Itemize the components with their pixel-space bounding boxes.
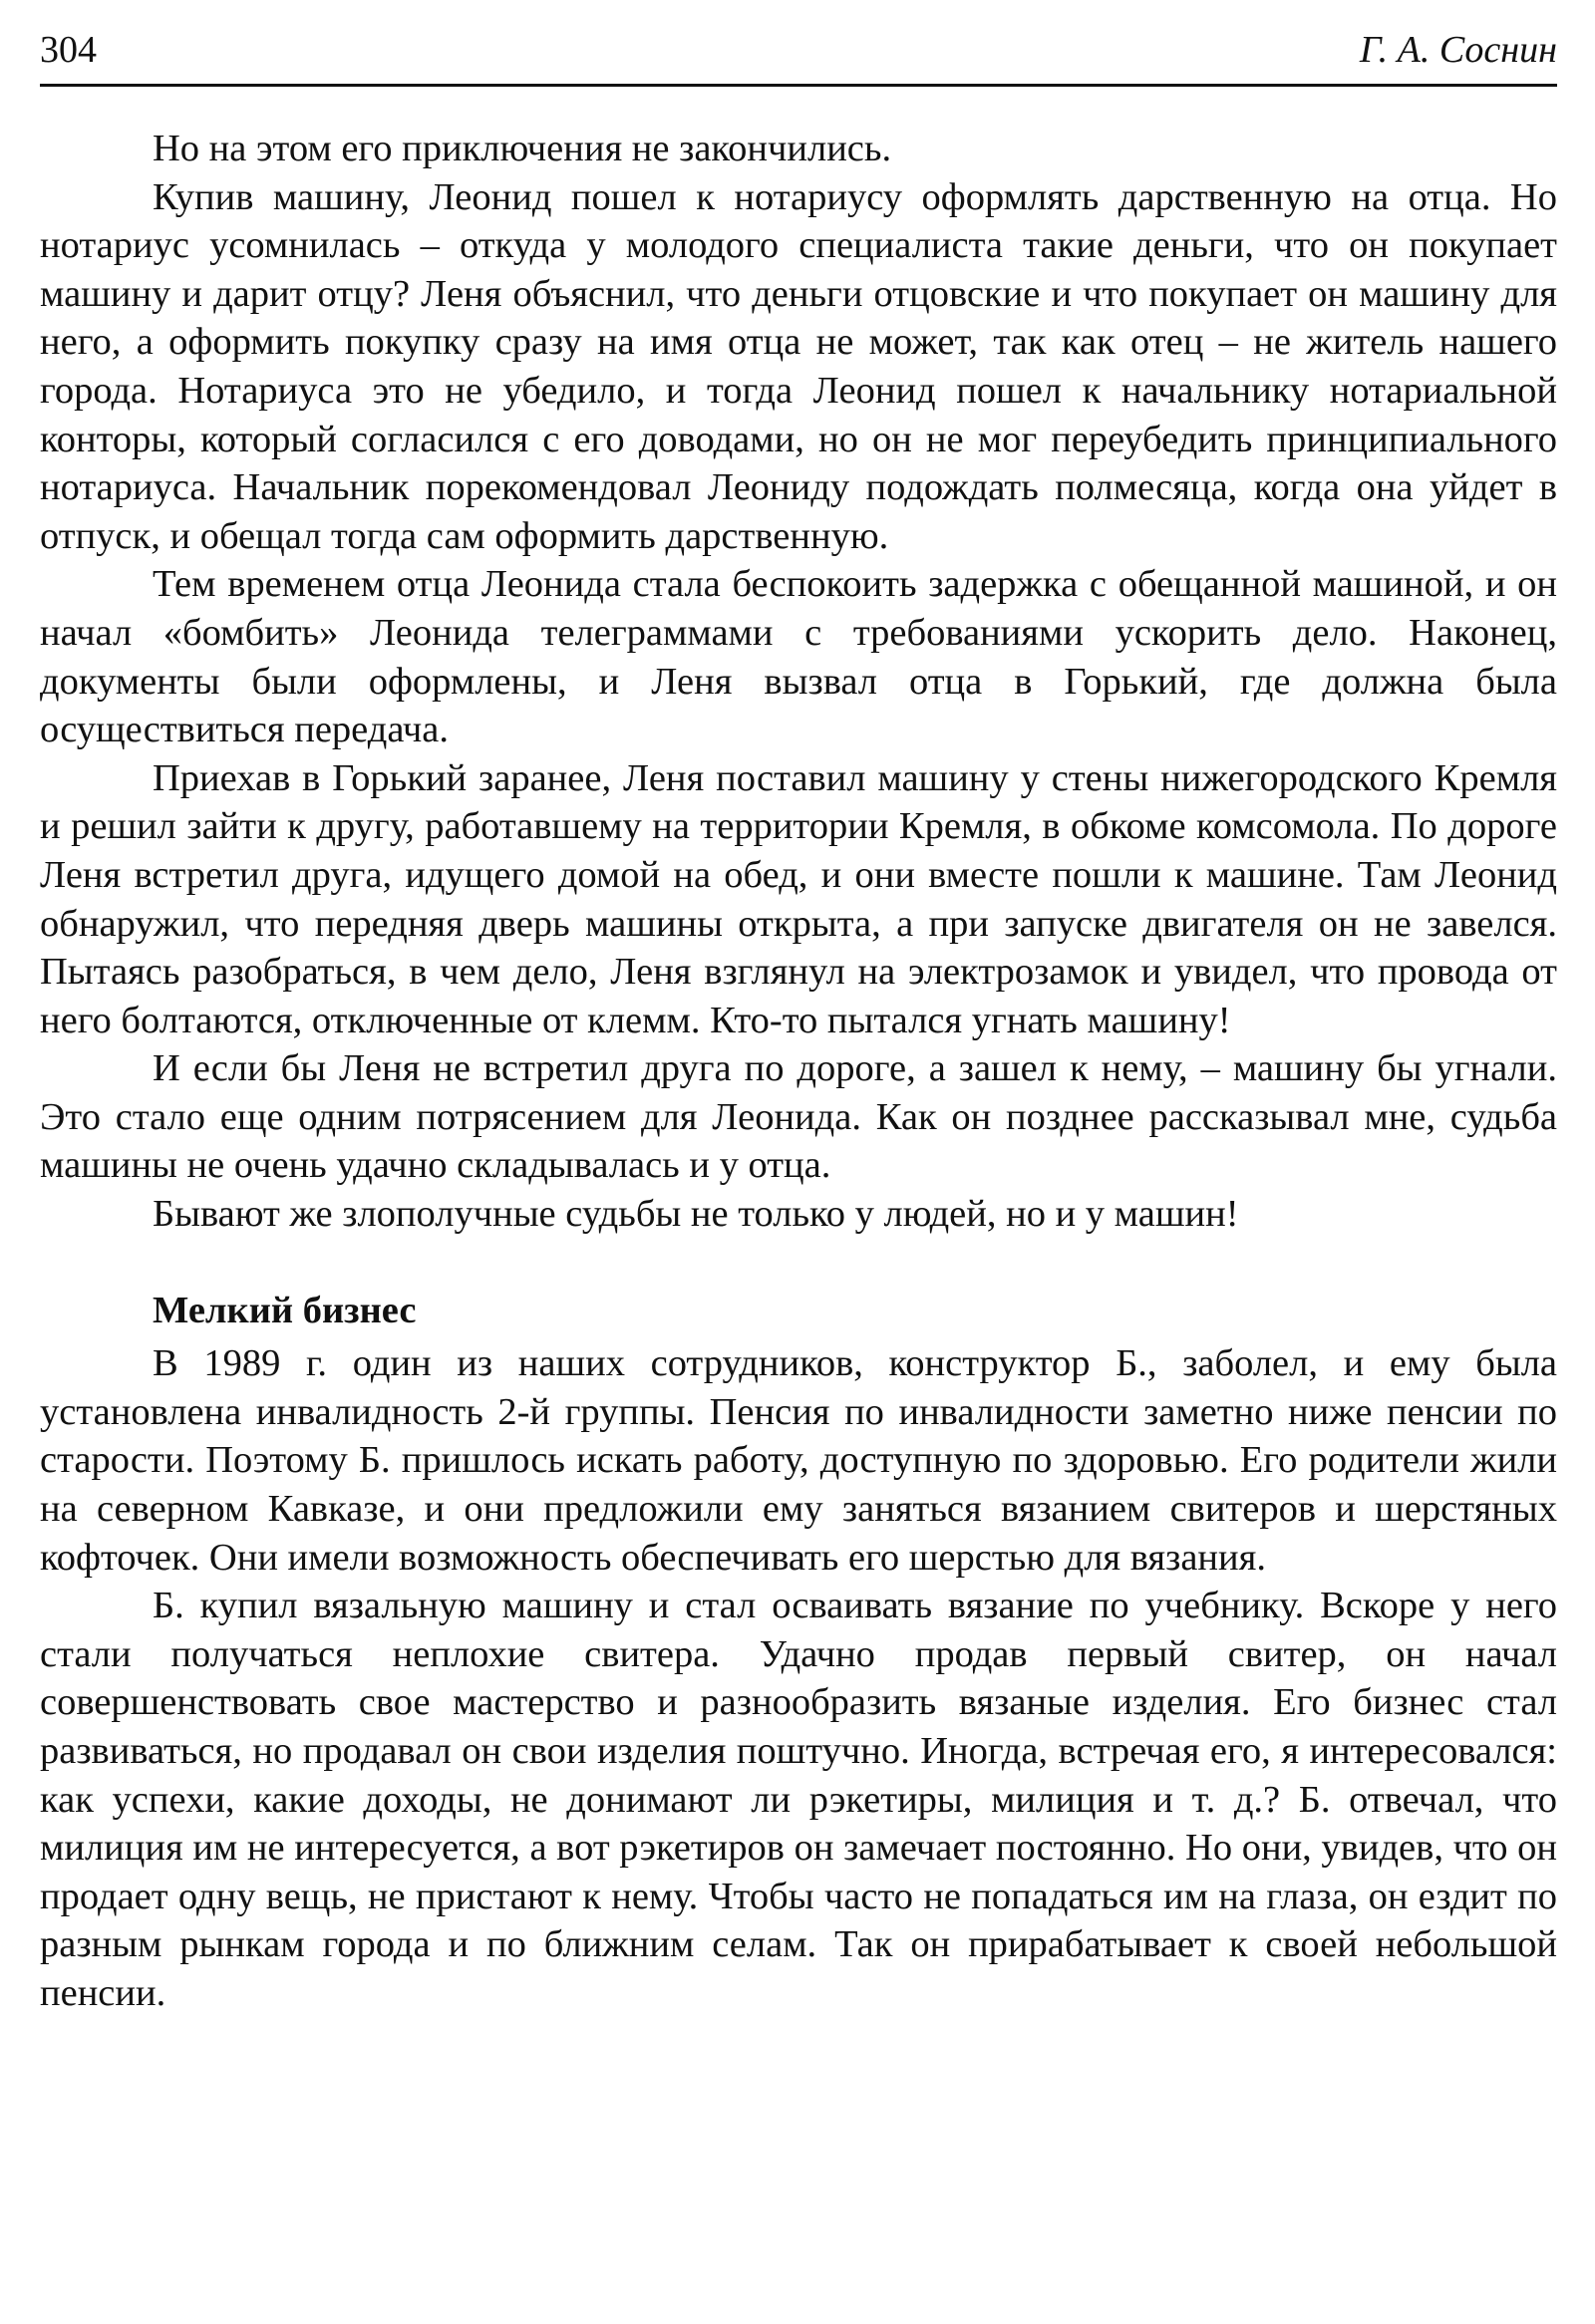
paragraph: Но на этом его приключения не закончились. — [153, 128, 892, 169]
paragraph: Тем временем отца Леонида стала беспокоить задержка с обещанной машиной, и он начал «бомбить» Леонида телеграммами с требованиями ускорить дело. Наконец, документы были оформлены, и Леня вызвал отца в Горький, где должна была осуществиться передача. — [40, 563, 1557, 751]
running-head-author: Г. А. Соснин — [1359, 29, 1557, 71]
paragraph: Приехав в Горький заранее, Леня поставил машину у стены нижегородского Кремля и решил зайти к другу, работавшему на территории Кремля, в обкоме комсомола. По дороге Леня встретил друга, идущего домой на обед, и они вместе пошли к машине. Там Леонид обнаружил, что передняя дверь машины открыта, а при запуске двигателя он не завелся. Пытаясь разобраться, в чем дело, Леня взглянул на электрозамок и увидел, что провода от него болтаются, отключенные от клемм. Кто-то пытался угнать машину! — [40, 756, 1557, 1041]
section-heading: Мелкий бизнес — [153, 1289, 417, 1331]
body-text — [40, 125, 1557, 2018]
book-page — [40, 22, 1557, 2294]
paragraph: Купив машину, Леонид пошел к нотариусу оформлять дарственную на отца. Но нотариус усомнилась – откуда у молодого специалиста такие деньги, что он покупает машину и дарит отцу? Леня объяснил, что деньги отцовские и что покупает он машину для него, а оформить покупку сразу на имя отца не может, так как отец – не житель нашего города. Нотариуса это не убедило, и тогда Леонид пошел к начальнику нотариальной конторы, который согласился с его доводами, но он не мог переубедить принципиального нотариуса. Начальник порекомендовал Леониду подождать полмесяца, когда она уйдет в отпуск, и обещал тогда сам оформить дарственную. — [40, 175, 1557, 557]
paragraph: В 1989 г. один из наших сотрудников, конструктор Б., заболел, и ему была установлена инвалидность 2-й группы. Пенсия по инвалидности заметно ниже пенсии по старости. Поэтому Б. пришлось искать работу, доступную по здоровью. Его родители жили на северном Кавказе, и они предложили ему заняться вязанием свитеров и шерстяных кофточек. Они имели возможность обеспечивать его шерстью для вязания. — [40, 1342, 1557, 1579]
running-head — [40, 22, 1557, 78]
paragraph: Б. купил вязальную машину и стал осваивать вязание по учебнику. Вскоре у него стали получаться неплохие свитера. Удачно продав первый свитер, он начал совершенствовать свое мастерство и разнообразить вязаные изделия. Его бизнес стал развиваться, но продавал он свои изделия поштучно. Иногда, встречая его, я интересовался: как успехи, какие доходы, не донимают ли рэкетиры, милиция и т. д.? Б. отвечал, что милиция им не интересуется, а вот рэкетиров он замечает постоянно. Но они, увидев, что он продает одну вещь, не пристают к нему. Чтобы часто не попадаться им на глаза, он ездит по разным рынкам города и по ближним селам. Так он прирабатывает к своей небольшой пенсии. — [40, 1585, 1557, 2014]
header-rule — [40, 84, 1557, 87]
paragraph: Бывают же злополучные судьбы не только у людей, но и у машин! — [153, 1193, 1239, 1236]
paragraph: И если бы Леня не встретил друга по дороге, а зашел к нему, – машину бы угнали. Это стало еще одним потрясением для Леонида. Как он позднее рассказывал мне, судьба машины не очень удачно складывалась и у отца. — [40, 1047, 1557, 1187]
page-number: 304 — [40, 29, 97, 71]
